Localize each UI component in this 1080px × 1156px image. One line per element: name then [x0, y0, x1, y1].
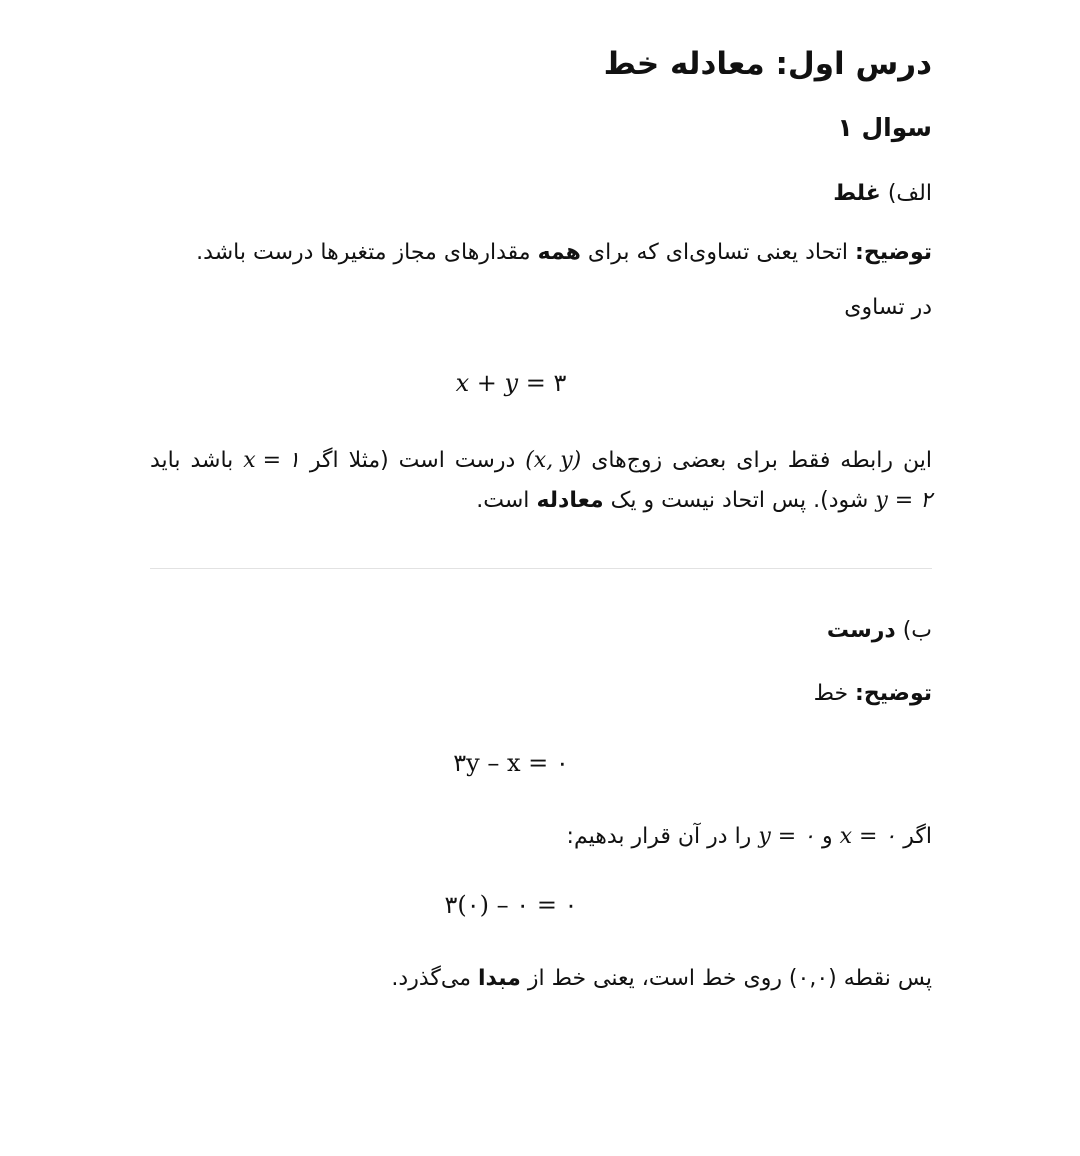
section-divider [150, 568, 932, 569]
part-alef-explanation [150, 233, 932, 274]
equation-3y-minus-x: ۳y – x = ۰ [453, 748, 569, 777]
conclusion-emphasis: مبدا [477, 966, 521, 992]
substitute-text-2: و [821, 823, 833, 849]
part-alef-verdict [150, 176, 932, 211]
part-be-prefix: ب) [902, 617, 932, 643]
explanation-text-alef-2: مقدارهای مجاز متغیرها درست باشد. [196, 240, 531, 266]
part-be-explanation [150, 674, 932, 715]
explanation-label-be: توضیح: [855, 681, 932, 707]
conclusion-text-2: می‌گذرد. [391, 966, 471, 992]
substitute-text-1: اگر [903, 823, 932, 849]
explanation-emphasis-alef-1: همه [537, 240, 581, 266]
pair-symbol: (x, y) [525, 447, 582, 473]
equation-equals: = [525, 368, 546, 397]
answer-part-be [150, 613, 932, 1000]
condition-y-equals-2: y = ۲ [875, 488, 932, 514]
body-alef-3: باشد باید [150, 447, 234, 473]
body-alef-4: شود). پس اتحاد نیست و یک [610, 488, 869, 514]
part-be-verdict [150, 613, 932, 648]
part-be-verdict-value: درست [826, 617, 896, 643]
equation-rhs: ۳ [553, 368, 567, 397]
body-alef-1: این رابطه فقط برای بعضی زوج‌های [591, 447, 932, 473]
explanation-label-alef: توضیح: [855, 240, 932, 266]
part-alef-lead-in: در تساوی [844, 294, 932, 320]
body-alef-emphasis: معادله [536, 488, 604, 514]
equation-term-x: x [455, 368, 470, 397]
condition-x-equals-1: x = ۱ [243, 447, 300, 473]
part-alef-body [150, 441, 932, 522]
equation-substituted: ۳(۰) – ۰ = ۰ [444, 891, 578, 920]
conclusion-text-1: پس نقطه (۰,۰) روی خط است، یعنی خط از [527, 966, 932, 992]
equation-term-y: y [504, 368, 519, 397]
answer-part-alef [150, 176, 932, 522]
explanation-text-be-1: خط [813, 681, 849, 707]
substitute-y-value: y = ۰ [758, 823, 815, 849]
part-alef-verdict-value: غلط [833, 180, 881, 206]
part-be-conclusion [150, 959, 932, 1000]
part-be-substitution [150, 817, 932, 858]
body-alef-5: است. [476, 488, 530, 514]
equation-operator-plus: + [476, 368, 497, 397]
explanation-text-alef-1: اتحاد یعنی تساوی‌ای که برای [587, 240, 849, 266]
page-title: درس اول: معادله خط [603, 46, 932, 82]
equation-x-plus-y [150, 369, 932, 397]
substitute-text-3: را در آن قرار بدهیم: [566, 823, 752, 849]
substitute-x-value: x = ۰ [839, 823, 897, 849]
body-alef-2: درست است (مثلا اگر [309, 447, 516, 473]
part-alef-prefix: الف) [887, 180, 932, 206]
question-heading: سوال ۱ [837, 112, 932, 142]
